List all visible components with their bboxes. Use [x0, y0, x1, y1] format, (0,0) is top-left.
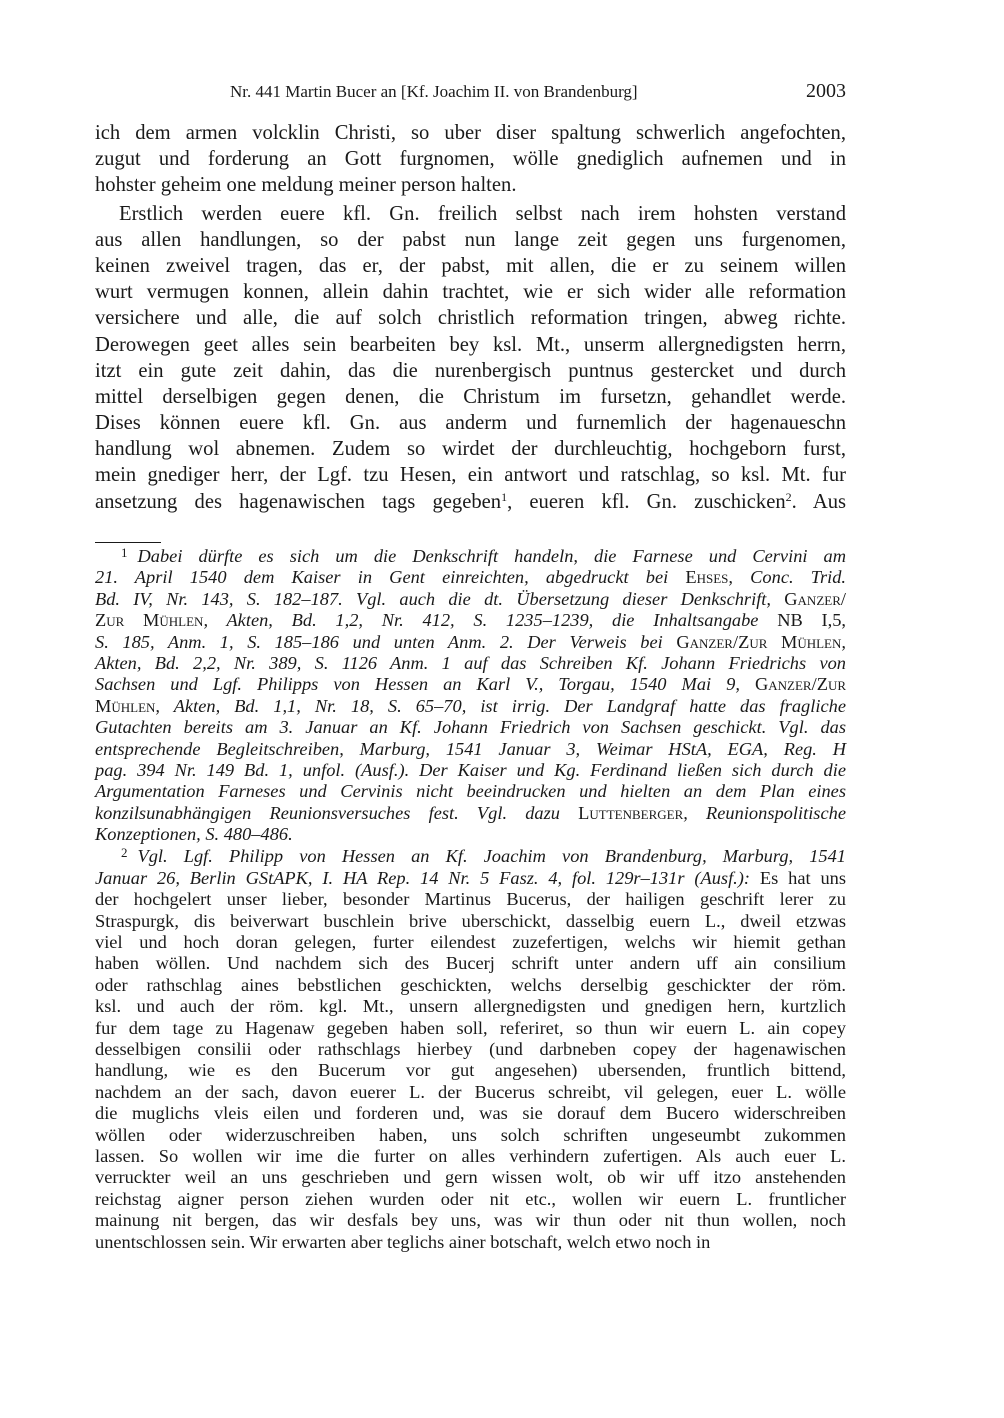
footnote-line	[95, 653, 846, 674]
text-line: mittel derselbigen gegen denen, die Christum im fursetzn, gehandlet werde.	[95, 385, 846, 408]
footnote-line	[95, 868, 846, 889]
text-segment: desselbigen consilii oder rathschlags hierbey (und darbneben copey der hagenawischen	[95, 1038, 846, 1059]
text-segment: Ehses	[685, 567, 729, 588]
text-segment: die muglichs vleis eilen und forderen und, was sie dorauf dem Bucero widerschreiben	[95, 1103, 846, 1124]
text-segment: Dabei dürfte es sich um die Denkschrift handeln, die Farnese und Cervini am	[137, 546, 846, 566]
footnote-line	[95, 1210, 846, 1231]
footnote-line	[95, 546, 846, 567]
text-segment: Vgl. Lgf. Philipp von Hessen an Kf. Joachim von Brandenburg, Marburg, 1541	[137, 846, 846, 867]
text-segment: der hochgelert unser lieber, besonder Martinus Bucerus, der hailigen geschrift lerer zu	[95, 889, 846, 910]
text-segment: nachdem an der sach, davon euerer L. der Bucerus schreibt, vil gelegen, euer L. wölle	[95, 1081, 846, 1102]
footnote-line	[95, 632, 846, 653]
text-segment: Sachsen und Lgf. Philipps von Hessen an Karl V., Torgau, 1540 Mai 9,	[95, 674, 755, 695]
text-segment: Straspurgk, dis beiverwart buschlein brive uberschickt, dasselbig euern L., dweil etzwas	[95, 910, 846, 931]
text-segment: Akten, Bd. 2,2, Nr. 389, S. 1126 Anm. 1 auf das Schreiben Kf. Johann Friedrichs von	[95, 652, 846, 673]
footnote-line	[95, 1146, 846, 1167]
text-line: versichere und alle, die auf solch christlich reformation tringen, abweg richte.	[95, 307, 846, 330]
text-line: Erstlich werden euere kfl. Gn. freilich selbst nach irem hohsten verstand	[119, 202, 846, 225]
text-line: Derowegen geet alles sein bearbeiten bey ksl. Mt., unserm allergnedigsten herrn,	[95, 333, 846, 356]
footnote-line	[95, 1103, 846, 1124]
footnote-line	[95, 824, 846, 845]
footnote-line	[95, 953, 846, 974]
text-segment: Luttenberger	[578, 802, 684, 823]
text-segment: Ganzer/Zur Mühlen	[676, 631, 842, 652]
footnote-line	[95, 889, 846, 910]
footnote-line	[95, 1082, 846, 1103]
footnote-line	[95, 760, 846, 781]
text-line: Dises können euere kfl. Gn. aus anderm und furnemlich der hagenaueschn	[95, 412, 846, 435]
text-segment: S. 185, Anm. 1, S. 185–186 und unten Anm. 2. Der Verweis bei	[95, 631, 677, 652]
footnote-line	[95, 717, 846, 738]
text-segment: Januar 26, Berlin GStAPK, I. HA Rep. 14 Nr. 5 Fasz. 4, fol. 129r–131r (Ausf.):	[95, 867, 760, 888]
text-line: wurt vermugen konnen, allein dahin trachtet, wie er sich wider alle reformation	[95, 281, 846, 304]
text-segment: Bd. IV, Nr. 143, S. 182–187. Vgl. auch die dt. Übersetzung dieser Denkschrift,	[95, 588, 785, 609]
footnote-number: 2	[121, 845, 128, 861]
text-segment: verruckter weil an uns geschrieben und gern wissen wolt, ob wir uff itzo anstehenden	[95, 1167, 846, 1188]
text-segment: oder rathschlag aines bebstlichen geschickten, welchs derselbig geschickter der röm.	[95, 974, 846, 995]
text-line: mein gnediger herr, der Lgf. tzu Hesen, ein antwort und ratschlag, so ksl. Mt. fur	[95, 464, 846, 487]
footnote-line	[95, 1232, 846, 1253]
footnotes	[95, 546, 846, 1253]
text-segment: handlung, wie es den Bucerum vor gut angesehen) ubersenden, fruntlich bittend,	[95, 1060, 846, 1081]
paragraph-1	[95, 120, 846, 199]
text-segment: Ganzer/Zur	[754, 674, 846, 695]
footnote-ref-1[interactable]: 1	[501, 489, 508, 504]
footnote-1	[95, 546, 846, 845]
footnote-line	[95, 589, 846, 610]
text-line: hohster geheim one meldung meiner person halten.	[95, 174, 517, 197]
text-segment: konzilsunabhängigen Reunionsversuches fest. Vgl. dazu	[95, 802, 579, 823]
footnote-line	[95, 610, 846, 631]
footnote-line	[95, 1018, 846, 1039]
text-segment: unentschlossen sein. Wir erwarten aber teglichs ainer botschaft, welch etwo noch in	[95, 1231, 711, 1252]
text-segment: entsprechende Begleitschreiben, Marburg, 1541 Januar 3, Weimar HStA, EGA, Reg. H	[95, 738, 846, 759]
text-line	[95, 489, 846, 515]
page-number: 2003	[806, 80, 846, 102]
text-segment: Ganzer/	[784, 588, 846, 609]
text-line: aus allen handlungen, so der pabst nun lange zeit gegen uns furgenomen,	[95, 228, 846, 251]
footnote-line	[95, 1060, 846, 1081]
footnote-line	[95, 932, 846, 953]
footnote-line	[95, 739, 846, 760]
text-segment: lassen. So wollen wir ime die furter on alles verhindern zufertigen. Als auch euer L.	[95, 1145, 846, 1166]
text-segment: wöllen oder widerzuschreiben haben, uns solch schriften ungeseumbt zukommen	[95, 1124, 846, 1145]
text-segment: , Conc. Trid.	[728, 567, 847, 588]
text-segment: haben wöllen. Und nachdem sich des Bucerj schrift unter andern uff ain consilium	[95, 953, 846, 974]
paragraph-2	[95, 201, 846, 515]
footnote-line	[95, 674, 846, 695]
text-segment: Konzeptionen, S. 480–486.	[95, 824, 293, 845]
text-segment: fur dem tage zu Hagenaw gegeben haben soll, referiret, so thun wir euern L. ain copey	[95, 1017, 846, 1038]
text-segment: ansetzung des hagenawischen tags gegeben	[95, 490, 502, 513]
footnote-line	[95, 803, 846, 824]
text-segment: . Aus	[791, 490, 847, 513]
text-segment: pag. 394 Nr. 149 Bd. 1, unfol. (Ausf.). Der Kaiser und Kg. Ferdinand ließen sich durch die	[95, 759, 846, 780]
text-line: ich dem armen volcklin Christi, so uber diser spaltung schwerlich angefochten,	[95, 122, 846, 144]
text-segment: viel und hoch doran gelegen, furter eilendest zuzefertigen, welchs wir hiemit gethan	[95, 932, 846, 953]
text-segment: , Akten, Bd. 1,2, Nr. 412, S. 1235–1239, die Inhaltsangabe	[203, 610, 778, 631]
text-segment: , Akten, Bd. 1,1, Nr. 18, S. 65–70, ist irrig. Der Landgraf hatte das fragliche	[155, 695, 846, 716]
text-segment: mainung nit bergen, das wir desfals bey uns, was wir thun oder nit thun wollen, noch	[95, 1210, 846, 1231]
text-segment: ,	[841, 631, 846, 652]
footnote-line	[95, 781, 846, 802]
text-segment: NB I,5,	[777, 610, 846, 631]
footnote-line	[95, 1125, 846, 1146]
footnote-line	[95, 996, 846, 1017]
text-segment: , Reunionspolitische	[683, 802, 846, 823]
text-segment: ksl. und auch der röm. kgl. Mt., unsern allergnedigsten und gnedigen hern, kurtzlich	[95, 996, 846, 1017]
text-segment: , eueren kfl. Gn. zuschicken	[507, 490, 786, 513]
text-segment: Es hat uns	[759, 867, 846, 888]
text-segment: 21. April 1540 dem Kaiser in Gent einreichten, abgedruckt bei	[95, 567, 686, 588]
running-head	[95, 80, 846, 106]
text-segment: Gutachten bereits am 3. Januar an Kf. Johann Friedrich von Sachsen geschickt. Vgl. das	[95, 717, 846, 738]
footnote-line	[95, 975, 846, 996]
footnote-line	[95, 1189, 846, 1210]
footnote-number: 1	[121, 545, 128, 560]
footnote-2	[95, 846, 846, 1252]
text-line: keinen zweivel tragen, das er, der pabst, mit allen, die er zu seinem willen	[95, 254, 846, 277]
text-segment: Mühlen	[95, 695, 156, 716]
footnote-line	[95, 1167, 846, 1188]
footnote-ref-2[interactable]: 2	[785, 489, 792, 504]
text-segment: Zur Mühlen	[95, 610, 204, 631]
main-text	[95, 120, 846, 515]
text-line: handlung wol abnemen. Zudem so wirdet der durchleuchtig, hochgeborn furst,	[95, 438, 846, 461]
text-segment: reichstag aigner person ziehen wurden oder nit etc., wollen wir euern L. fruntlicher	[95, 1188, 846, 1209]
running-title: Nr. 441 Martin Bucer an [Kf. Joachim II. von Brandenburg]	[230, 82, 638, 101]
text-segment: Argumentation Farneses und Cervinis nicht beeindrucken und hielten an dem Plan eines	[95, 781, 846, 802]
footnote-line	[95, 1039, 846, 1060]
footnote-separator	[95, 542, 161, 543]
text-line: itzt ein gute zeit dahin, das die nurenbergisch puntnus gestercket und durch	[95, 359, 846, 382]
footnote-line	[95, 911, 846, 932]
text-line: zugut und forderung an Gott furgnomen, wölle gnediglich aufnemen und in	[95, 148, 846, 171]
footnote-line	[95, 567, 846, 588]
footnote-line	[95, 696, 846, 717]
footnote-line	[95, 846, 846, 867]
